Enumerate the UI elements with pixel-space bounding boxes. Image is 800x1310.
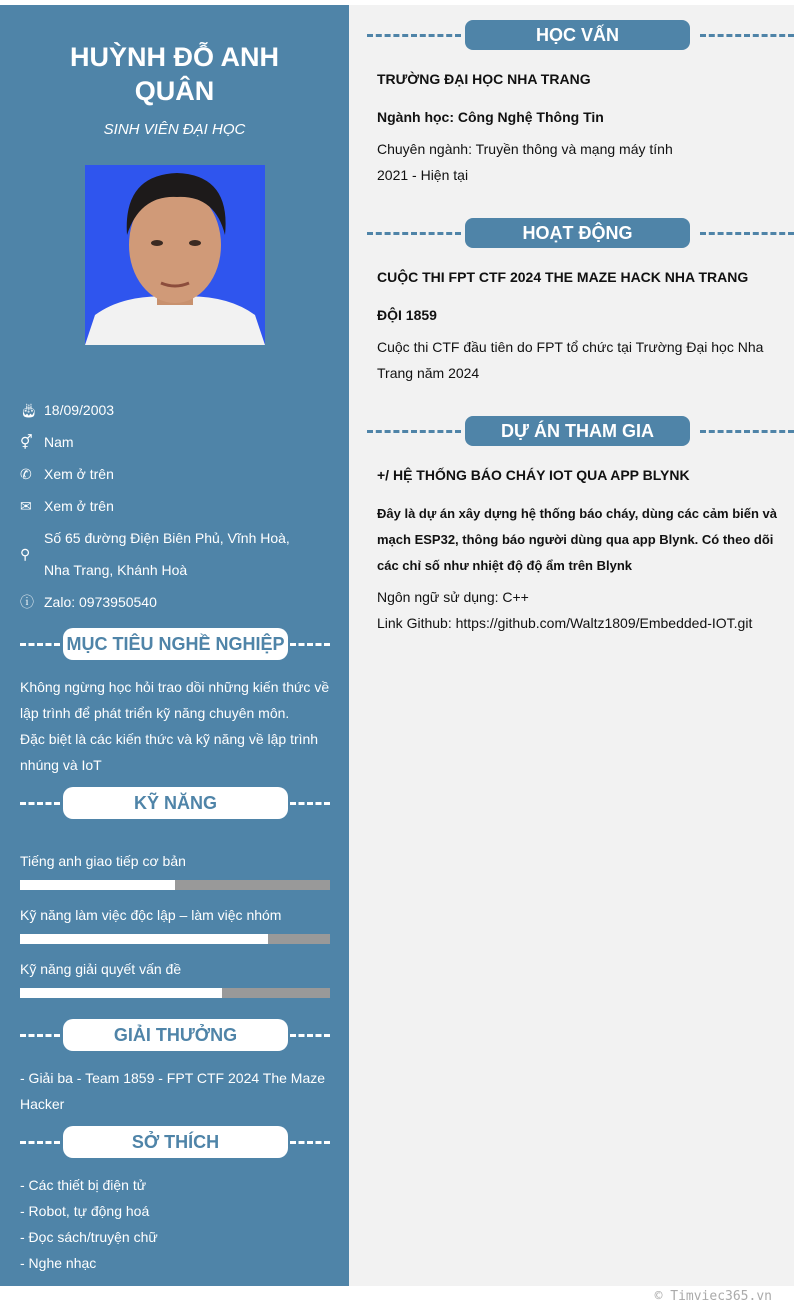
study-period: 2021 - Hiện tại <box>377 167 469 183</box>
section-objective-header: MỤC TIÊU NGHỀ NGHIỆP <box>20 628 330 660</box>
location-icon: ⚲ <box>20 546 31 562</box>
objective-text: Không ngừng học hỏi trao dồi những kiến thức về lập trình để phát triển kỹ năng chuyên môn. Đặc biệt là các kiến thức và kỹ năng về lập trình nhúng và IoT <box>20 679 330 773</box>
project-description: Đây là dự án xây dựng hệ thống báo cháy, dùng các cảm biến và mạch ESP32, thông báo người dùng qua app Blynk. Có theo dõi các chỉ số như nhiệt độ độ ẩm trên Blynk <box>377 506 778 573</box>
info-email: ✉ Xem ở trên <box>20 493 114 519</box>
school-name: TRƯỜNG ĐẠI HỌC NHA TRANG <box>377 71 591 87</box>
major: Ngành học: Công Nghệ Thông Tin <box>377 109 604 125</box>
info-gender: ⚥ Nam <box>20 429 74 455</box>
skill-bar <box>20 988 330 998</box>
gender-icon: ⚥ <box>20 434 33 450</box>
awards-text: - Giải ba - Team 1859 - FPT CTF 2024 The Maze Hacker <box>20 1070 326 1112</box>
project-name: +/ HỆ THỐNG BÁO CHÁY IOT QUA APP BLYNK <box>377 467 690 483</box>
section-skills-header: KỸ NĂNG <box>20 787 330 819</box>
footer-watermark: © Timviec365.vn <box>654 1289 772 1304</box>
specialty: Chuyên ngành: Truyền thông và mạng máy tính <box>377 141 673 157</box>
skill-label: Kỹ năng giải quyết vấn đề <box>20 961 182 977</box>
main-content <box>349 5 794 1286</box>
project-github-link[interactable]: Link Github: https://github.com/Waltz1809/Embedded-IOT.git <box>377 615 753 631</box>
email-icon: ✉ <box>20 498 32 514</box>
profile-photo <box>85 165 265 345</box>
section-hobbies-header: SỞ THÍCH <box>20 1126 330 1158</box>
section-projects-header: DỰ ÁN THAM GIA <box>367 416 794 446</box>
info-phone: ✆ Xem ở trên <box>20 461 114 487</box>
skill-label: Kỹ năng làm việc độc lập – làm việc nhóm <box>20 907 282 923</box>
section-activities-header: HOẠT ĐỘNG <box>367 218 794 248</box>
skill-bar <box>20 880 330 890</box>
section-awards-header: GIẢI THƯỞNG <box>20 1019 330 1051</box>
candidate-name: HUỲNH ĐỖ ANH QUÂN <box>70 42 279 106</box>
hobbies-list: - Các thiết bị điện tử - Robot, tự động hoá - Đọc sách/truyện chữ - Nghe nhạc <box>20 1177 158 1271</box>
activity-description: Cuộc thi CTF đầu tiên do FPT tổ chức tại Trường Đại học Nha Trang năm 2024 <box>377 339 764 381</box>
project-language: Ngôn ngữ sử dụng: C++ <box>377 589 529 605</box>
skill-label: Tiếng anh giao tiếp cơ bản <box>20 853 186 869</box>
info-address: ⚲ Số 65 đường Điện Biên Phủ, Vĩnh Hoà, Nha Trang, Khánh Hoà <box>20 530 290 578</box>
info-zalo: ⓘ Zalo: 0973950540 <box>20 589 157 615</box>
info-birthday: 🎂︎ 18/09/2003 <box>20 397 114 423</box>
birthday-cake-icon: 🎂︎ <box>20 402 38 418</box>
skill-bar <box>20 934 330 944</box>
phone-icon: ✆ <box>20 466 32 482</box>
info-icon: ⓘ <box>20 594 34 610</box>
activity-name: CUỘC THI FPT CTF 2024 THE MAZE HACK NHA TRANG <box>377 269 749 285</box>
candidate-role: SINH VIÊN ĐẠI HỌC <box>103 121 246 138</box>
activity-team: ĐỘI 1859 <box>377 307 437 323</box>
sidebar <box>0 5 349 1286</box>
section-education-header: HỌC VẤN <box>367 20 794 50</box>
